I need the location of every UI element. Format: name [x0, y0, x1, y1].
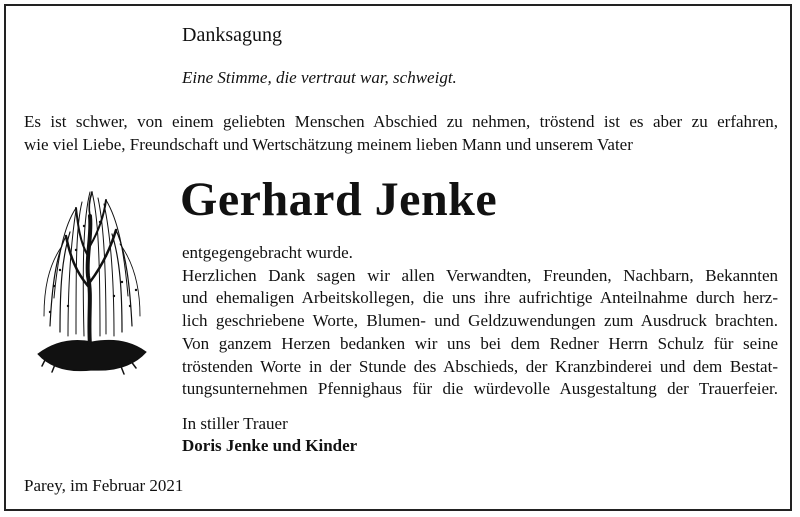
- body-line: entgegengebracht wurde.: [182, 243, 353, 262]
- body-line: Herzlichen Dank sagen wir allen Verwandten, Freunden, Nachbarn, Bekannten: [182, 265, 778, 285]
- place-date: Parey, im Februar 2021: [24, 476, 184, 495]
- deceased-name: Gerhard Jenke: [180, 173, 498, 226]
- intro-line: wie viel Liebe, Freundschaft und Wertschätzung meinem lieben Mann und unserem Vater: [24, 135, 633, 154]
- intro-text: [24, 110, 778, 156]
- notice-heading: Danksagung: [182, 24, 282, 46]
- body-text: [182, 242, 778, 401]
- intro-line: Es ist schwer, von einem geliebten Menschen Abschied zu nehmen, tröstend ist es aber zu erfahren,: [24, 112, 778, 131]
- mourning-line: In stiller Trauer: [182, 414, 288, 433]
- signers: Doris Jenke und Kinder: [182, 436, 358, 455]
- weeping-willow-icon: [32, 186, 152, 386]
- motto: Eine Stimme, die vertraut war, schweigt.: [182, 68, 457, 87]
- obituary-notice: [4, 4, 792, 511]
- body-line: Von ganzem Herzen bedanken wir uns bei dem Redner Herrn Schulz für seine: [182, 333, 778, 353]
- body-line: tröstenden Worte in der Stunde des Abschieds, der Kranzbinderei und dem Bestat-: [182, 356, 778, 376]
- body-line: tungsunternehmen Pfennighaus für die würdevolle Ausgestaltung der Trauerfeier.: [182, 379, 778, 399]
- body-line: lich geschriebene Worte, Blumen- und Geldzuwendungen zum Ausdruck brachten.: [182, 311, 778, 331]
- body-line: und ehemaligen Arbeitskollegen, die uns ihre aufrichtige Anteilnahme durch herz-: [182, 288, 778, 308]
